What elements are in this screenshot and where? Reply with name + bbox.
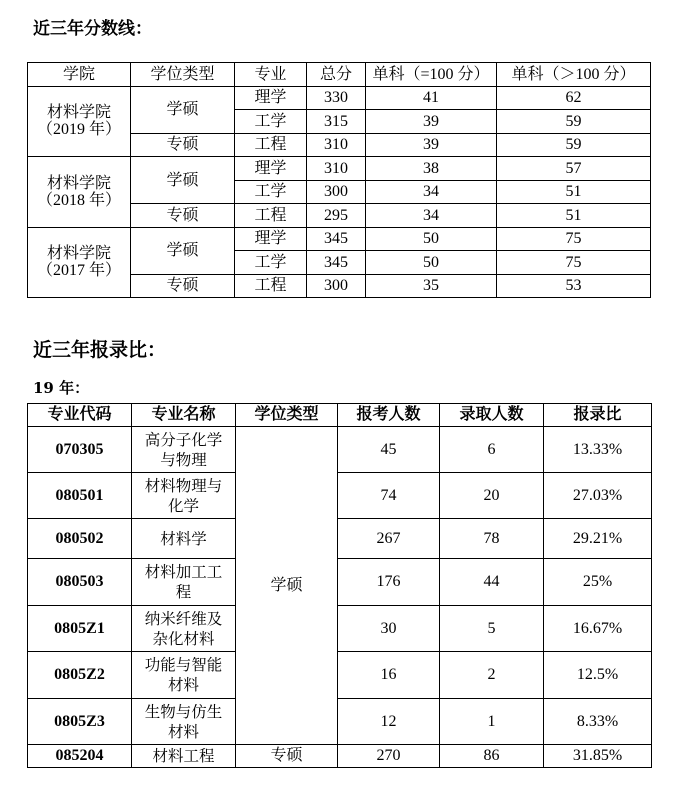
total-cell: 315	[307, 110, 366, 134]
name-cell	[132, 652, 236, 699]
major-cell: 工程	[235, 204, 307, 228]
single-over-100-cell: 57	[497, 157, 651, 181]
year-label: 19 年：	[33, 379, 90, 397]
ratio-cell: 13.33%	[544, 427, 652, 473]
total-cell: 330	[307, 86, 366, 110]
admitted-cell: 44	[440, 559, 544, 606]
name-line: 程	[175, 583, 192, 601]
table-row	[28, 699, 652, 745]
applicants-cell: 176	[338, 559, 440, 606]
code-cell: 080503	[28, 559, 132, 606]
applicants-cell: 12	[338, 699, 440, 745]
total-cell: 300	[307, 180, 366, 204]
total-cell: 310	[307, 133, 366, 157]
admitted-cell: 1	[440, 699, 544, 745]
applicants-cell: 16	[338, 652, 440, 699]
code-cell: 085204	[28, 745, 132, 768]
college-year: （2017 年）	[36, 262, 121, 280]
table-row	[28, 427, 652, 473]
degree-type-cell: 学硕	[131, 157, 235, 204]
admitted-cell: 6	[440, 427, 544, 473]
name-line: 材料	[167, 676, 199, 694]
table-row	[28, 86, 651, 110]
degree-type-cell: 学硕	[131, 86, 235, 133]
code-cell: 0805Z1	[28, 606, 132, 652]
total-cell: 295	[307, 204, 366, 228]
single-over-100-cell: 75	[497, 227, 651, 251]
admitted-cell: 78	[440, 519, 544, 559]
ratio-cell: 12.5%	[544, 652, 652, 699]
ratio-cell: 16.67%	[544, 606, 652, 652]
ratio-cell: 8.33%	[544, 699, 652, 745]
ratio-cell: 27.03%	[544, 473, 652, 519]
college-name: 材料学院	[46, 245, 111, 263]
header-cell: 专业	[235, 63, 307, 87]
major-cell: 理学	[235, 227, 307, 251]
applicants-cell: 270	[338, 745, 440, 768]
single-100-cell: 34	[366, 204, 497, 228]
name-cell: 材料学	[132, 519, 236, 559]
name-line: 材料物理与	[144, 476, 223, 495]
code-cell: 080502	[28, 519, 132, 559]
degree-type-cell: 专硕	[236, 745, 338, 768]
single-100-cell: 39	[366, 110, 497, 134]
name-line: 高分子化学	[144, 430, 223, 449]
code-cell: 0805Z2	[28, 652, 132, 699]
major-cell: 理学	[235, 86, 307, 110]
degree-type-cell: 学硕	[236, 427, 338, 745]
name-cell	[132, 606, 236, 652]
name-cell	[132, 427, 236, 473]
single-over-100-cell: 75	[497, 251, 651, 275]
single-100-cell: 34	[366, 180, 497, 204]
applicants-cell: 30	[338, 606, 440, 652]
single-100-cell: 41	[366, 86, 497, 110]
table-row	[28, 652, 652, 699]
table-row	[28, 157, 651, 181]
college-year: （2018 年）	[36, 191, 121, 209]
single-over-100-cell: 51	[497, 204, 651, 228]
header-cell: 学院	[28, 63, 131, 87]
single-over-100-cell: 59	[497, 133, 651, 157]
college-cell	[28, 86, 131, 157]
college-year: （2019 年）	[36, 121, 121, 139]
table-row	[28, 559, 652, 606]
major-cell: 工程	[235, 133, 307, 157]
header-cell: 总分	[307, 63, 366, 87]
single-100-cell: 50	[366, 251, 497, 275]
ratio-header-row	[28, 404, 652, 427]
applicants-cell: 74	[338, 473, 440, 519]
admitted-cell: 20	[440, 473, 544, 519]
header-cell: 报录比	[544, 404, 652, 427]
header-cell: 学位类型	[131, 63, 235, 87]
application-ratio-table	[27, 403, 652, 768]
header-cell: 专业名称	[132, 404, 236, 427]
table-row	[28, 473, 652, 519]
major-cell: 工学	[235, 180, 307, 204]
degree-type-cell: 专硕	[131, 133, 235, 157]
single-100-cell: 38	[366, 157, 497, 181]
name-line: 材料加工工	[144, 563, 223, 581]
single-over-100-cell: 59	[497, 110, 651, 134]
name-line: 杂化材料	[152, 629, 215, 648]
major-cell: 工程	[235, 274, 307, 298]
single-over-100-cell: 51	[497, 180, 651, 204]
single-over-100-cell: 53	[497, 274, 651, 298]
total-cell: 345	[307, 227, 366, 251]
single-over-100-cell: 62	[497, 86, 651, 110]
table-row	[28, 227, 651, 251]
name-line: 功能与智能	[144, 656, 223, 674]
code-cell: 0805Z3	[28, 699, 132, 745]
major-cell: 工学	[235, 251, 307, 275]
degree-type-cell: 专硕	[131, 204, 235, 228]
major-cell: 理学	[235, 157, 307, 181]
name-line: 化学	[167, 496, 199, 515]
single-100-cell: 39	[366, 133, 497, 157]
name-line: 生物与仿生	[144, 702, 223, 721]
header-cell: 单科（＞100 分）	[497, 63, 651, 87]
code-cell: 080501	[28, 473, 132, 519]
single-100-cell: 35	[366, 274, 497, 298]
degree-type-cell: 学硕	[131, 227, 235, 274]
table-row	[28, 519, 652, 559]
college-cell	[28, 157, 131, 228]
ratio-cell: 29.21%	[544, 519, 652, 559]
college-name: 材料学院	[46, 174, 111, 192]
header-cell: 单科（=100 分）	[366, 63, 497, 87]
header-cell: 专业代码	[28, 404, 132, 427]
applicants-cell: 267	[338, 519, 440, 559]
name-cell	[132, 559, 236, 606]
college-cell	[28, 227, 131, 298]
total-cell: 310	[307, 157, 366, 181]
ratio-section-title: 近三年报录比：	[33, 339, 167, 361]
total-cell: 345	[307, 251, 366, 275]
score-line-table	[27, 62, 651, 298]
ratio-cell: 25%	[544, 559, 652, 606]
name-line: 纳米纤维及	[144, 609, 223, 628]
header-cell: 报考人数	[338, 404, 440, 427]
name-line: 材料	[167, 722, 199, 741]
degree-type-cell: 专硕	[131, 274, 235, 298]
table-row	[28, 606, 652, 652]
admitted-cell: 2	[440, 652, 544, 699]
total-cell: 300	[307, 274, 366, 298]
college-name: 材料学院	[46, 104, 111, 122]
name-cell	[132, 473, 236, 519]
header-cell: 录取人数	[440, 404, 544, 427]
applicants-cell: 45	[338, 427, 440, 473]
code-cell: 070305	[28, 427, 132, 473]
score-section-title: 近三年分数线：	[33, 19, 152, 39]
name-cell: 材料工程	[132, 745, 236, 768]
score-header-row	[28, 63, 651, 87]
admitted-cell: 5	[440, 606, 544, 652]
table-row	[28, 745, 652, 768]
name-line: 与物理	[160, 450, 207, 469]
name-cell	[132, 699, 236, 745]
header-cell: 学位类型	[236, 404, 338, 427]
ratio-cell: 31.85%	[544, 745, 652, 768]
major-cell: 工学	[235, 110, 307, 134]
single-100-cell: 50	[366, 227, 497, 251]
admitted-cell: 86	[440, 745, 544, 768]
